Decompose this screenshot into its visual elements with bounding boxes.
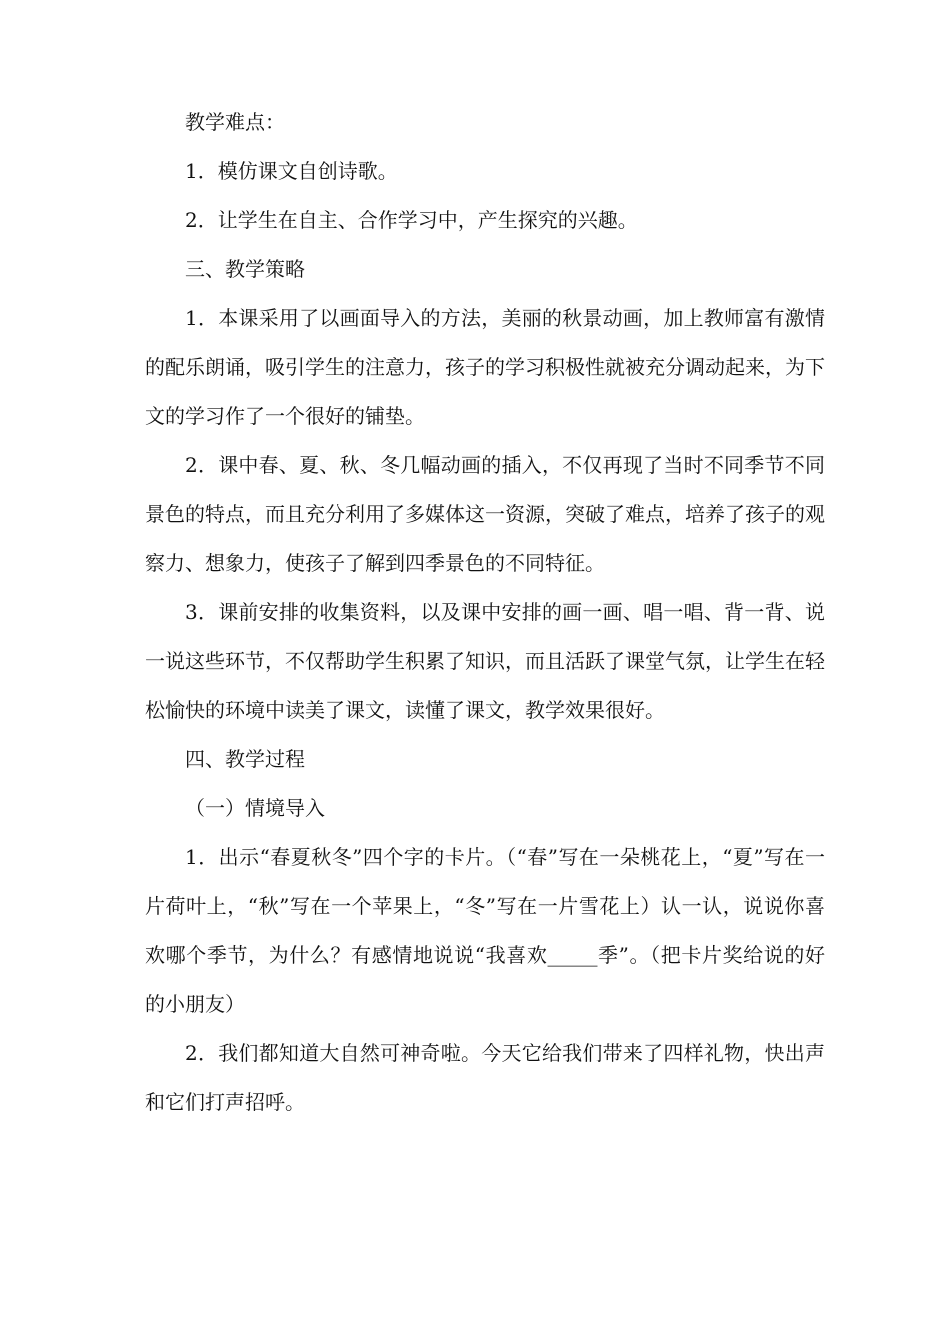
- document-body: [145, 98, 825, 1127]
- strategy-item-3: 3．课前安排的收集资料，以及课中安排的画一画、唱一唱、背一背、说一说这些环节，不仅帮助学生积累了知识，而且活跃了课堂气氛，让学生在轻松愉快的环境中读美了课文，读懂了课文，教学效果很好。: [145, 600, 825, 722]
- heading-teaching-difficulties: 教学难点：: [185, 110, 285, 134]
- difficulty-item-1: 1．模仿课文自创诗歌。: [185, 159, 398, 183]
- process-item-2: 2．我们都知道大自然可神奇啦。今天它给我们带来了四样礼物，快出声和它们打声招呼。: [145, 1041, 825, 1114]
- strategy-item-2: 2．课中春、夏、秋、冬几幅动画的插入，不仅再现了当时不同季节不同景色的特点，而且充分利用了多媒体这一资源，突破了难点，培养了孩子的观察力、想象力，使孩子了解到四季景色的不同特征。: [145, 453, 825, 575]
- heading-teaching-strategy: 三、教学策略: [185, 257, 305, 281]
- subheading-scene-intro: （一）情境导入: [185, 796, 325, 820]
- strategy-item-1: 1．本课采用了以画面导入的方法，美丽的秋景动画，加上教师富有激情的配乐朗诵，吸引学生的注意力，孩子的学习积极性就被充分调动起来，为下文的学习作了一个很好的铺垫。: [145, 306, 825, 428]
- process-item-1: 1．出示“春夏秋冬”四个字的卡片。（“春”写在一朵桃花上，“夏”写在一片荷叶上，“秋”写在一个苹果上，“冬”写在一片雪花上）认一认，说说你喜欢哪个季节，为什么？有感情地说说“我喜欢_____季”。（把卡片奖给说的好的小朋友）: [145, 845, 825, 1016]
- difficulty-item-2: 2．让学生在自主、合作学习中，产生探究的兴趣。: [185, 208, 638, 232]
- heading-teaching-process: 四、教学过程: [185, 747, 305, 771]
